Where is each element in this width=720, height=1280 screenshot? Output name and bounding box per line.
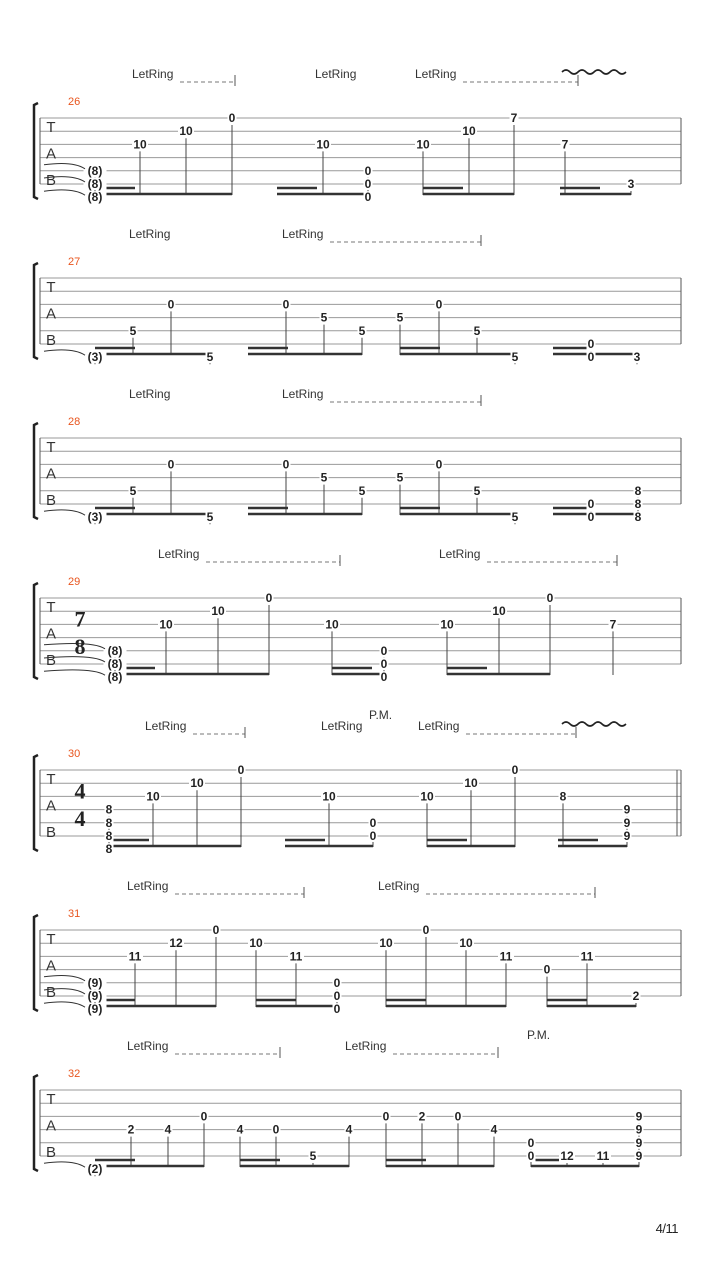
let-ring-label: LetRing: [415, 67, 457, 81]
tab-clef-a: A: [45, 305, 57, 323]
fret-number: (2): [87, 1162, 103, 1177]
tab-clef-t: T: [46, 279, 56, 297]
tab-clef-t: T: [46, 439, 56, 457]
let-ring-label: LetRing: [158, 547, 200, 561]
fret-number: 0: [422, 923, 430, 937]
fret-number: 0: [282, 457, 290, 472]
tie-in: [44, 975, 85, 980]
tab-clef-t: T: [46, 119, 56, 137]
fret-number: (9): [87, 989, 103, 1003]
fret-number: 11: [596, 1149, 610, 1163]
fret-number: 0: [364, 163, 372, 178]
vibrato-mark: [562, 722, 626, 726]
system-bracket: [34, 583, 38, 679]
tab-clef-a: A: [45, 145, 57, 163]
system-bracket: [34, 1075, 38, 1171]
fret-number: 5: [473, 483, 481, 498]
tab-clef-b: B: [45, 652, 57, 669]
tab-clef-b: B: [45, 332, 57, 349]
staff-system: [34, 70, 681, 203]
let-ring-label: LetRing: [145, 719, 187, 733]
tab-clef-t: T: [46, 599, 56, 617]
staff-system: [34, 395, 681, 524]
fret-number: 5: [511, 350, 519, 365]
fret-number: 0: [587, 337, 595, 351]
let-ring-label: LetRing: [127, 1039, 169, 1053]
fret-number: 0: [369, 815, 377, 830]
fret-number: 5: [129, 323, 137, 338]
fret-number: 11: [580, 949, 594, 964]
system-bracket: [34, 263, 38, 359]
tie-in: [44, 1162, 85, 1167]
staff-system: [34, 722, 681, 855]
tie-in: [44, 670, 105, 675]
staff-system: [34, 235, 681, 364]
fret-number: 8: [634, 510, 642, 525]
tab-clef-t: T: [46, 771, 56, 789]
fret-number: 10: [322, 789, 336, 804]
fret-number: 4: [236, 1122, 244, 1137]
fret-number: (8): [107, 670, 123, 685]
system-bracket: [34, 755, 38, 851]
time-signature-bottom: 4: [74, 805, 86, 831]
fret-number: 5: [309, 1149, 317, 1163]
tie-in: [44, 190, 85, 195]
fret-number: 9: [635, 1109, 643, 1124]
fret-number: 8: [105, 842, 113, 857]
fret-number: 8: [105, 802, 113, 817]
fret-number: 9: [623, 829, 631, 843]
fret-number: 10: [133, 137, 147, 152]
tab-clef-b: B: [45, 492, 57, 509]
fret-number: 0: [527, 1135, 535, 1150]
fret-number: (8): [87, 190, 103, 205]
measure-number: 32: [68, 1068, 81, 1080]
fret-number: 7: [609, 617, 617, 632]
fret-number: 5: [320, 470, 328, 485]
fret-number: 5: [320, 310, 328, 325]
fret-number: 10: [492, 604, 506, 619]
let-ring-label: LetRing: [127, 879, 169, 893]
let-ring-label: LetRing: [132, 67, 174, 81]
vibrato-mark: [562, 70, 626, 74]
fret-number: 5: [473, 323, 481, 338]
measure-number: 27: [68, 256, 81, 268]
let-ring-label: LetRing: [378, 879, 420, 893]
page-number: 4/11: [655, 1221, 678, 1236]
fret-number: 5: [358, 323, 366, 338]
fret-number: 8: [559, 789, 567, 804]
let-ring-label: LetRing: [315, 67, 357, 81]
measure-number: 26: [68, 96, 81, 108]
fret-number: (3): [87, 510, 103, 525]
fret-number: 10: [459, 936, 473, 951]
let-ring-label: LetRing: [282, 387, 324, 401]
fret-number: 12: [560, 1149, 574, 1163]
fret-number: 10: [146, 789, 160, 804]
fret-number: 0: [333, 1002, 341, 1017]
fret-number: 0: [364, 190, 372, 205]
fret-number: (8): [107, 643, 123, 658]
palm-mute-label: P.M.: [369, 708, 393, 722]
fret-number: 10: [379, 936, 393, 951]
let-ring-label: LetRing: [129, 227, 171, 241]
staff-system: [34, 1047, 681, 1176]
time-signature-top: 7: [74, 606, 86, 632]
fret-number: 0: [282, 297, 290, 312]
tab-clef-b: B: [45, 1144, 57, 1161]
tab-clef-b: B: [45, 172, 57, 189]
fret-number: 10: [159, 617, 173, 632]
fret-number: 0: [587, 497, 595, 511]
tab-clef-t: T: [46, 1091, 56, 1109]
fret-number: 0: [380, 670, 388, 685]
fret-number: 9: [635, 1135, 643, 1150]
fret-number: 0: [265, 591, 273, 605]
fret-number: 12: [169, 936, 183, 951]
let-ring-label: LetRing: [345, 1039, 387, 1053]
palm-mute-label: P.M.: [527, 1028, 551, 1042]
let-ring-label: LetRing: [129, 387, 171, 401]
fret-number: 10: [190, 776, 204, 791]
measure-number: 28: [68, 416, 81, 428]
fret-number: 4: [345, 1122, 353, 1137]
let-ring-label: LetRing: [282, 227, 324, 241]
fret-number: 8: [105, 829, 113, 843]
fret-number: 0: [435, 297, 443, 312]
fret-number: 10: [464, 776, 478, 791]
fret-number: 11: [499, 949, 513, 964]
fret-number: 7: [510, 111, 518, 125]
fret-number: 5: [511, 510, 519, 525]
fret-number: 0: [228, 111, 236, 125]
fret-number: 0: [167, 457, 175, 472]
fret-number: 10: [416, 137, 430, 152]
tab-clef-a: A: [45, 797, 57, 815]
fret-number: 0: [454, 1109, 462, 1124]
fret-number: 0: [200, 1109, 208, 1124]
fret-number: 9: [623, 802, 631, 817]
fret-number: (8): [87, 163, 103, 178]
tab-clef-b: B: [45, 984, 57, 1001]
fret-number: 3: [633, 350, 641, 365]
fret-number: 8: [634, 497, 642, 511]
fret-number: 11: [128, 949, 142, 964]
fret-number: 5: [129, 483, 137, 498]
fret-number: 0: [543, 962, 551, 977]
system-bracket: [34, 103, 38, 199]
fret-number: 10: [440, 617, 454, 632]
tie-in: [44, 350, 85, 355]
system-bracket: [34, 915, 38, 1011]
fret-number: 0: [527, 1149, 535, 1163]
fret-number: 10: [462, 124, 476, 139]
fret-number: 11: [289, 949, 303, 964]
tab-clef-a: A: [45, 465, 57, 483]
fret-number: 0: [167, 297, 175, 312]
fret-number: 2: [632, 989, 640, 1003]
fret-number: 7: [561, 137, 569, 152]
fret-number: 9: [623, 815, 631, 830]
fret-number: 8: [634, 483, 642, 498]
fret-number: 10: [179, 124, 193, 139]
fret-number: 8: [105, 815, 113, 830]
fret-number: 2: [418, 1109, 426, 1124]
fret-number: 5: [206, 350, 214, 365]
fret-number: 0: [587, 350, 595, 365]
fret-number: (8): [87, 177, 103, 191]
tab-clef-a: A: [45, 957, 57, 975]
fret-number: 10: [249, 936, 263, 951]
tab-clef-b: B: [45, 824, 57, 841]
fret-number: 5: [206, 510, 214, 525]
fret-number: 0: [380, 657, 388, 671]
fret-number: 2: [127, 1122, 135, 1137]
time-signature-top: 4: [74, 778, 86, 804]
fret-number: 5: [396, 310, 404, 325]
fret-number: 0: [511, 763, 519, 777]
fret-number: 0: [382, 1109, 390, 1124]
tie-in: [44, 163, 85, 168]
let-ring-label: LetRing: [418, 719, 460, 733]
fret-number: 0: [435, 457, 443, 472]
fret-number: 0: [546, 591, 554, 605]
fret-number: (9): [87, 975, 103, 990]
let-ring-label: LetRing: [439, 547, 481, 561]
measure-number: 31: [68, 908, 81, 920]
tab-clef-a: A: [45, 625, 57, 643]
fret-number: 3: [627, 177, 635, 191]
fret-number: 10: [325, 617, 339, 632]
measure-number: 30: [68, 748, 81, 760]
fret-number: 10: [420, 789, 434, 804]
staff-system: [34, 555, 681, 683]
time-signature-bottom: 8: [74, 633, 86, 659]
measure-number: 29: [68, 576, 81, 588]
fret-number: (3): [87, 350, 103, 365]
fret-number: 10: [316, 137, 330, 152]
fret-number: 0: [333, 975, 341, 990]
fret-number: 0: [364, 177, 372, 191]
fret-number: 0: [212, 923, 220, 937]
let-ring-label: LetRing: [321, 719, 363, 733]
fret-number: 0: [333, 989, 341, 1003]
fret-number: 0: [237, 763, 245, 777]
tab-clef-t: T: [46, 931, 56, 949]
fret-number: 5: [358, 483, 366, 498]
fret-number: 0: [369, 829, 377, 843]
fret-number: (8): [107, 657, 123, 671]
fret-number: 0: [272, 1122, 280, 1137]
fret-number: 9: [635, 1122, 643, 1137]
fret-number: 5: [396, 470, 404, 485]
fret-number: 9: [635, 1149, 643, 1163]
fret-number: 0: [587, 510, 595, 525]
fret-number: 10: [211, 604, 225, 619]
tie-in: [44, 1002, 85, 1007]
fret-number: 4: [490, 1122, 498, 1137]
fret-number: (9): [87, 1002, 103, 1017]
fret-number: 0: [380, 643, 388, 658]
system-bracket: [34, 423, 38, 519]
fret-number: 4: [164, 1122, 172, 1137]
tab-clef-a: A: [45, 1117, 57, 1135]
tie-in: [44, 510, 85, 515]
